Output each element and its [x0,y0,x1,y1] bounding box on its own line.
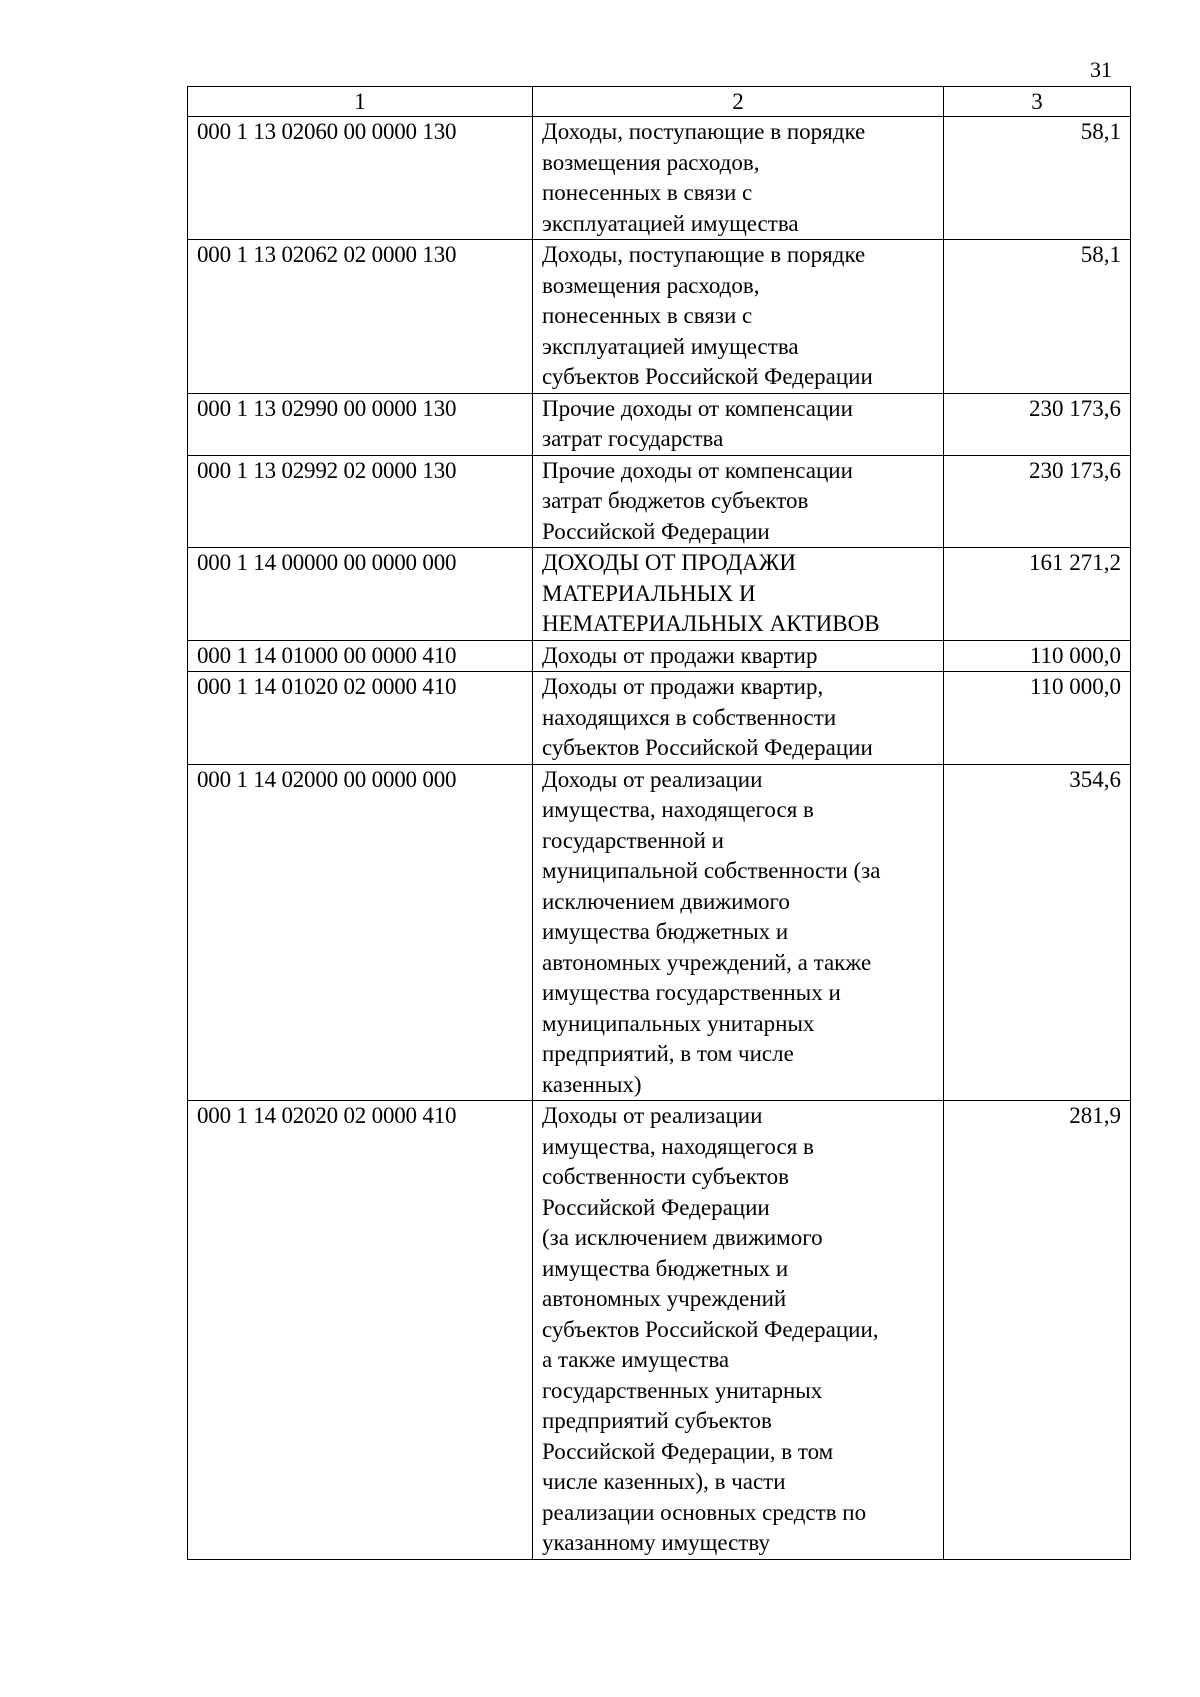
table-row [188,640,1131,672]
row-name: Доходы от продажи квартир [533,640,944,672]
row-amount: 230 173,6 [944,455,1131,548]
row-code: 000 1 14 00000 00 0000 000 [188,548,533,641]
row-code: 000 1 14 01020 02 0000 410 [188,672,533,765]
table-row [188,240,1131,394]
row-code: 000 1 14 02020 02 0000 410 [188,1101,533,1560]
row-name: Прочие доходы от компенсации затрат государства [533,393,944,455]
table-row [188,117,1131,240]
row-name: Доходы от реализации имущества, находящегося в собственности субъектов Российской Федерации (за исключением движимого имущества бюджетных и автономных учреждений субъектов Российской Федерации, а также имущества государственных унитарных предприятий субъектов Российской Федерации, в том числе казенных), в части реализации основных средств по указанному имуществу [533,1101,944,1560]
row-amount: 281,9 [944,1101,1131,1560]
column-header-name: 2 [533,87,944,117]
row-amount: 110 000,0 [944,640,1131,672]
column-header-amount: 3 [944,87,1131,117]
row-amount: 230 173,6 [944,393,1131,455]
row-amount: 58,1 [944,240,1131,394]
row-name: Доходы, поступающие в порядке возмещения расходов, понесенных в связи с эксплуатацией имущества субъектов Российской Федерации [533,240,944,394]
table-row [188,764,1131,1101]
table-row [188,672,1131,765]
table-row [188,393,1131,455]
row-name: Доходы, поступающие в порядке возмещения расходов, понесенных в связи с эксплуатацией имущества [533,117,944,240]
row-name: Прочие доходы от компенсации затрат бюджетов субъектов Российской Федерации [533,455,944,548]
row-name: ДОХОДЫ ОТ ПРОДАЖИ МАТЕРИАЛЬНЫХ И НЕМАТЕРИАЛЬНЫХ АКТИВОВ [533,548,944,641]
row-code: 000 1 13 02990 00 0000 130 [188,393,533,455]
table-row [188,455,1131,548]
row-amount: 58,1 [944,117,1131,240]
table-header-row [188,87,1131,117]
row-name: Доходы от реализации имущества, находящегося в государственной и муниципальной собственности (за исключением движимого имущества бюджетных и автономных учреждений, а также имущества государственных и муниципальных унитарных предприятий, в том числе казенных) [533,764,944,1101]
table-row [188,1101,1131,1560]
row-amount: 161 271,2 [944,548,1131,641]
page-number: 31 [1090,57,1112,82]
row-code: 000 1 14 02000 00 0000 000 [188,764,533,1101]
row-amount: 354,6 [944,764,1131,1101]
row-code: 000 1 13 02992 02 0000 130 [188,455,533,548]
row-amount: 110 000,0 [944,672,1131,765]
row-code: 000 1 14 01000 00 0000 410 [188,640,533,672]
row-code: 000 1 13 02060 00 0000 130 [188,117,533,240]
row-code: 000 1 13 02062 02 0000 130 [188,240,533,394]
table-row [188,548,1131,641]
row-name: Доходы от продажи квартир, находящихся в собственности субъектов Российской Федерации [533,672,944,765]
revenue-table [187,86,1131,1560]
column-header-code: 1 [188,87,533,117]
